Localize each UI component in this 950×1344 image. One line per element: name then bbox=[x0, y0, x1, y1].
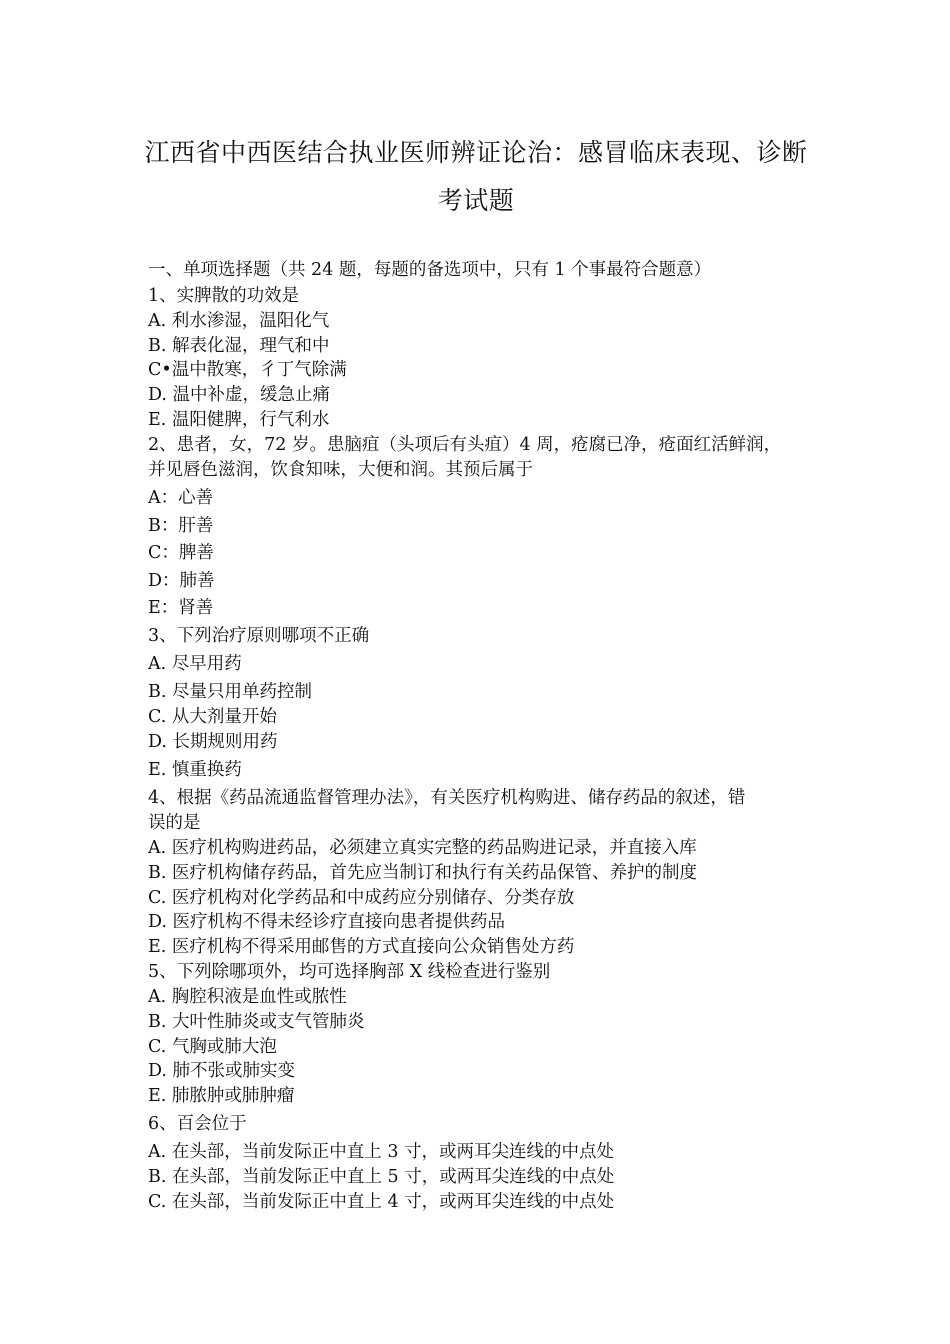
option-3d: D. 长期规则用药 bbox=[148, 732, 278, 752]
option-3e: E. 慎重换药 bbox=[148, 760, 242, 780]
option-3c: C. 从大剂量开始 bbox=[148, 707, 277, 727]
option-4e: E. 医疗机构不得采用邮售的方式直接向公众销售处方药 bbox=[148, 937, 575, 957]
option-3b: B. 尽量只用单药控制 bbox=[148, 682, 312, 702]
question-2-line-2: 并见唇色滋润，饮食知味，大便和润。其预后属于 bbox=[148, 460, 533, 480]
option-1b: B. 解表化湿，理气和中 bbox=[148, 336, 330, 356]
option-6c: C. 在头部，当前发际正中直上 4 寸，或两耳尖连线的中点处 bbox=[148, 1192, 615, 1212]
document-title-line-1: 江西省中西医结合执业医师辨证论治：感冒临床表现、诊断 bbox=[144, 138, 808, 167]
question-4-line-2: 误的是 bbox=[148, 813, 201, 833]
option-1e: E. 温阳健脾，行气利水 bbox=[148, 410, 330, 430]
question-6: 6、百会位于 bbox=[148, 1114, 247, 1134]
option-4a: A. 医疗机构购进药品，必须建立真实完整的药品购进记录，并直接入库 bbox=[148, 838, 697, 858]
option-2d: D：肺善 bbox=[148, 571, 215, 591]
option-4b: B. 医疗机构储存药品，首先应当制订和执行有关药品保管、养护的制度 bbox=[148, 863, 697, 883]
option-5a: A. 胸腔积液是血性或脓性 bbox=[148, 987, 347, 1007]
option-5b: B. 大叶性肺炎或支气管肺炎 bbox=[148, 1012, 365, 1032]
option-2c: C：脾善 bbox=[148, 543, 214, 563]
option-6b: B. 在头部，当前发际正中直上 5 寸，或两耳尖连线的中点处 bbox=[148, 1167, 615, 1187]
option-4d: D. 医疗机构不得未经诊疗直接向患者提供药品 bbox=[148, 912, 506, 932]
question-2-line-1: 2、患者，女，72 岁。患脑疽（头项后有头疽）4 周，疮腐已净，疮面红活鲜润， bbox=[148, 435, 782, 455]
question-3: 3、下列治疗原则哪项不正确 bbox=[148, 626, 370, 646]
option-2b: B：肝善 bbox=[148, 516, 214, 536]
option-5d: D. 肺不张或肺实变 bbox=[148, 1061, 296, 1081]
question-1: 1、实脾散的功效是 bbox=[148, 286, 300, 306]
option-2a: A：心善 bbox=[148, 488, 214, 508]
option-5e: E. 肺脓肿或肺肿瘤 bbox=[148, 1086, 295, 1106]
option-1d: D. 温中补虚，缓急止痛 bbox=[148, 385, 331, 405]
question-4-line-1: 4、根据《药品流通监督管理办法》，有关医疗机构购进、储存药品的叙述，错 bbox=[148, 788, 746, 808]
option-2e: E：肾善 bbox=[148, 598, 214, 618]
option-5c: C. 气胸或肺大泡 bbox=[148, 1037, 277, 1057]
option-4c: C. 医疗机构对化学药品和中成药应分别储存、分类存放 bbox=[148, 888, 575, 908]
option-1a: A. 利水渗湿，温阳化气 bbox=[148, 311, 330, 331]
option-6a: A. 在头部，当前发际正中直上 3 寸，或两耳尖连线的中点处 bbox=[148, 1142, 615, 1162]
document-title-line-2: 考试题 bbox=[437, 186, 515, 215]
question-5: 5、下列除哪项外，均可选择胸部 X 线检查进行鉴别 bbox=[148, 962, 551, 982]
section-header: 一、单项选择题（共 24 题，每题的备选项中，只有 1 个事最符合题意） bbox=[148, 260, 712, 280]
option-3a: A. 尽早用药 bbox=[148, 654, 242, 674]
option-1c: C•温中散寒，彳丁气除满 bbox=[148, 360, 347, 380]
